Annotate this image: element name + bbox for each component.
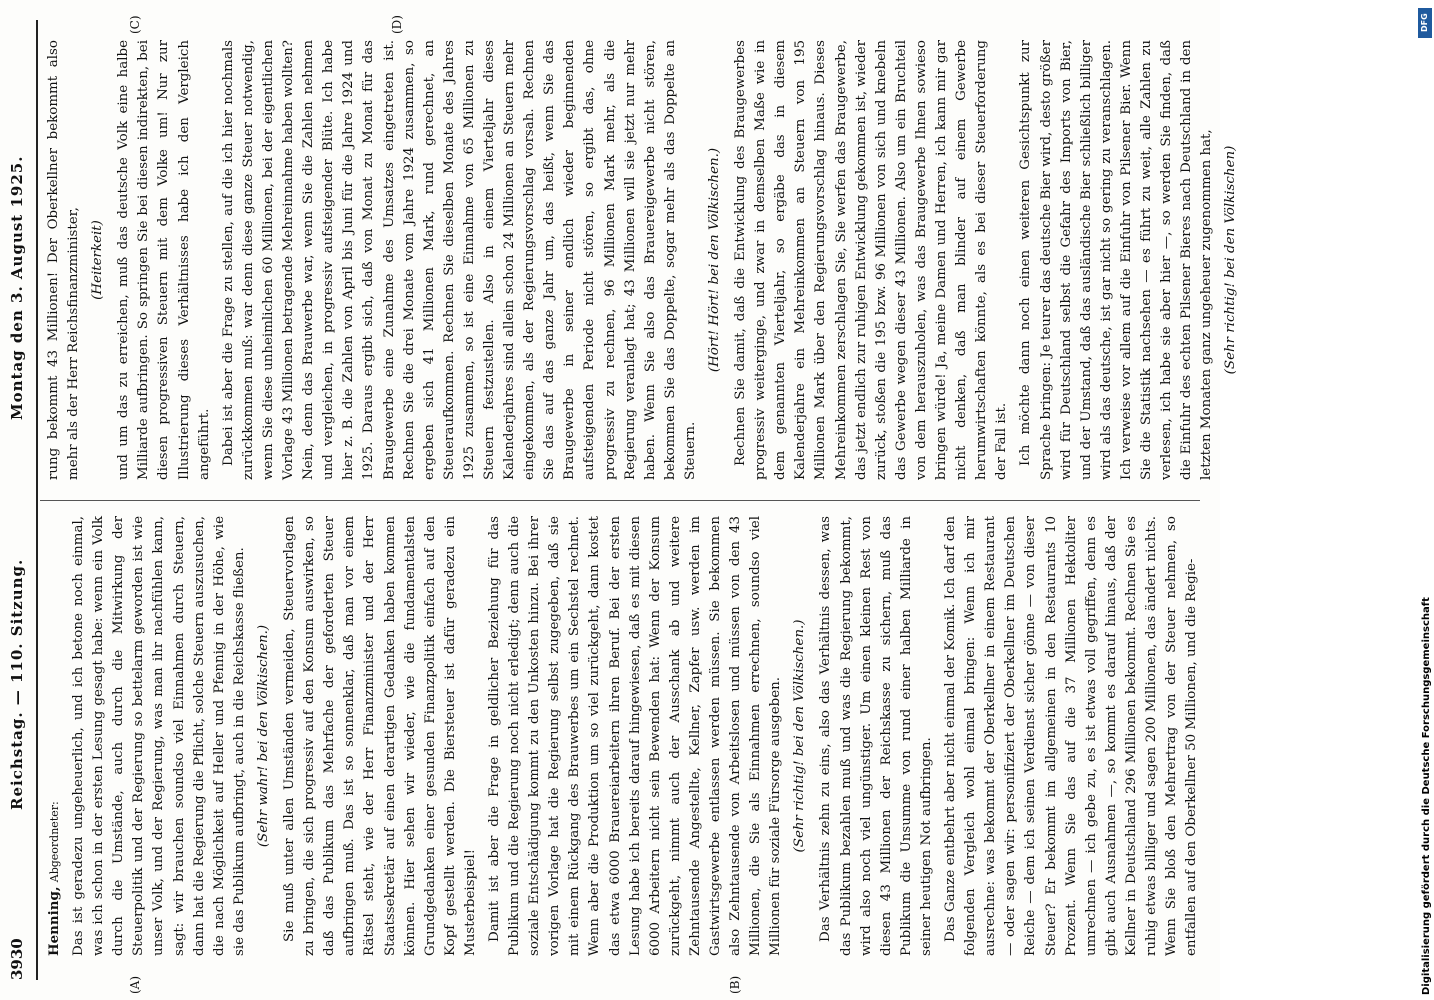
margin-marker-a: (A) xyxy=(128,975,142,994)
paragraph: und um das zu erreichen, muß das deutsche Volk eine halbe Milliarde aufbringen. So springen Sie bei diesen indirekten, bei diesen progressiven Steuern mit dem Volke um! Nur zur Illustrierung dieses Verhältnisses habe ich den Vergleich angeführt. xyxy=(116,40,212,480)
paragraph: rung bekommt 43 Millionen! Der Oberkellner bekommt also mehr als der Herr Reichsfinanzminister, xyxy=(46,40,82,480)
column-divider xyxy=(40,500,1200,501)
interjection: (Sehr wahr! bei den Völkischen.) xyxy=(255,624,271,848)
dfg-logo: DFG xyxy=(1418,8,1432,38)
speaker-name: Henning, xyxy=(46,886,62,956)
running-header xyxy=(8,20,34,980)
margin-marker-c: (C) xyxy=(128,15,142,34)
header-rule xyxy=(36,20,38,980)
margin-marker-b: (B) xyxy=(728,975,742,994)
session-title: Reichstag. — 110. Sitzung. xyxy=(8,558,26,810)
interjection: (Sehr richtig! bei den Völkischen.) xyxy=(792,619,808,853)
paragraph: Das ist geradezu ungeheuerlich, und ich betone noch einmal, was ich schon in der ersten Lesung gesagt habe: wenn ein Volk durch die Umstände, auch durch die Mitwirkung der Steuerpolitik und der Regierung so bettelarm geworden ist wie unser Volk, und der Regierung, was man ihr nachfühlen kann, sagt: wir brauchen soundso viel Einnahmen durch Steuern, dann hat die Regierung die Pflicht, solche Steuern auszusuchen, die nach Möglichkeit auf Heller und Pfennig in der Höhe, wie sie das Publikum aufbringt, auch in die Reichskasse fließen. xyxy=(71,516,247,956)
paragraph: Ich möchte dann noch einen weiteren Gesichtspunkt zur Sprache bringen: Je teurer das deutsche Bier wird, desto größer wird für Deutschland selbst die Gefahr des Imports von Bier, und der Umstand, daß das ausländische Bier schließlich billiger wird als das deutsche, ist gar nicht so gering zu veranschlagen. Ich verweise vor allem auf die Einfuhr von Pilsener Bier. Wenn Sie die Statistik nachsehen — es führt zu weit, alle Zahlen zu verlesen, ich habe sie aber hier —, so werden Sie finden, daß die Einfuhr des echten Pilsener Bieres nach Deutschland in den letzten Monaten ganz ungeheuer zugenommen hat, xyxy=(1018,40,1215,480)
speaker-role: Abgeordneter: xyxy=(48,801,61,883)
session-date: Montag den 3. August 1925. xyxy=(8,155,26,420)
speaker-line xyxy=(44,516,65,956)
interjection: (Heiterkeit) xyxy=(90,220,106,300)
paragraph: Das Ganze entbehrt aber nicht einmal der Komik. Ich darf den folgenden Vergleich wohl einmal bringen: Wenn ich mir ausrechne: was bekommt der Oberkellner in einem Restaurant — oder sagen wir: personifiziert der Oberkellner im Deutschen Reiche — dem ich seinen Verdienst sicher gönne — von dieser Steuer? Er bekommt im allgemeinen in den Restaurants 10 Prozent. Wenn Sie das auf die 37 Millionen Hektoliter umrechnen — ich gebe zu, es ist etwas voll gegriffen, denn es gibt auch Ausnahmen —, so kommt es darauf hinaus, daß der Kellner in Deutschland 296 Millionen bekommt. Rechnen Sie es ruhig etwas billiger und sagen 200 Millionen, das ändert nichts. Wenn Sie bloß den Mehrertrag von der Steuer nehmen, so entfallen auf den Oberkellner 50 Millionen, und die Regie- xyxy=(943,516,1200,956)
page-number: 3930 xyxy=(8,938,26,980)
paragraph: Dabei ist aber die Frage zu stellen, auf die ich hier nochmals zurückkommen muß: war denn diese ganze Steuer notwendig, wenn Sie diese unheimlichen 60 Millionen, bei der eigentlichen Vorlage 43 Millionen betragende Mehreinnahme haben wollten? Nein, denn das Brauwerbe war, wenn Sie die Zahlen nehmen und vergleichen, in progressiv aufsteigender Blüte. Ich habe hier z. B. die Zahlen von April bis Juni für die Jahre 1924 und 1925. Daraus ergibt sich, daß von Monat zu Monat für das Braugewerbe eine Zunahme des Umsatzes eingetreten ist. Rechnen Sie die drei Monate vom Jahre 1924 zusammen, so ergeben sich 41 Millionen Mark, rund gerechnet, an Steueraufkommen. Rechnen Sie dieselben Monate des Jahres 1925 zusammen, so ist eine Einnahme von 65 Millionen zu Steuern festzustellen. Also in einem Vierteljahr dieses Kalenderjahres sind allein schon 24 Millionen an Steuern mehr eingekommen, als der Regierungsvorschlag vorsah. Rechnen Sie das auf das ganze Jahr um, das heißt, wenn Sie das Braugewerbe in seiner endlich wieder beginnenden aufsteigenden Periode nicht stören, so ergibt das, ohne progressiv zu rechnen, 96 Millionen Mark mehr, als die Regierung veranlagt hat; 43 Millionen will sie jetzt nur mehr haben. Wenn Sie also das Brauereigewerbe nicht stören, bekommen Sie das Doppelte, sogar mehr als das Doppelte an Steuern. xyxy=(220,40,698,480)
left-column xyxy=(44,516,1214,956)
paragraph: Damit ist aber die Frage in geldlicher Beziehung für das Publikum und die Regierung noch nicht erledigt; denn auch die soziale Entschädigung kommt zu den Unkosten hinzu. Bei ihrer vorigen Vorlage hat die Regierung selbst zugegeben, daß sie mit einem Rückgang des Brauwerbes um ein Sechstel rechnet. Wenn aber die Produktion um so viel zurückgeht, dann kostet das etwa 6000 Brauereiarbeitern ihren Beruf. Bei der ersten Lesung habe ich bereits darauf hingewiesen, daß es mit diesen 6000 Arbeitern nicht sein Bewenden hat: Wenn der Konsum zurückgeht, nimmt auch der Ausschank ab und weitere Zehntausende Angestellte, Kellner, Zapfer usw. werden im Gastwirtsgewerbe entlassen werden müssen. Sie bekommen also Zehntausende von Arbeitslosen und müssen von den 43 Millionen, die Sie als Einnahmen errechnen, soundso viel Millionen für soziale Fürsorge ausgeben. xyxy=(486,516,784,956)
margin-marker-d: (D) xyxy=(390,15,404,34)
interjection: (Sehr richtig! bei den Völkischen) xyxy=(1223,145,1239,375)
digitization-note: Digitalisierung gefördert durch die Deutsche Forschungsgemeinschaft xyxy=(1421,597,1432,995)
paragraph: Sie muß unter allen Umständen vermeiden, Steuervorlagen zu bringen, die sich progressiv auf den Konsum auswirken, so daß das Publikum das Mehrfache der geforderten Steuer aufbringen muß. Das ist so sonnenklar, daß man vor einem Rätsel steht, wie der Herr Finanzminister und der Herr Staatssekretär auf einen derartigen Gedanken haben kommen können. Hier sehen wir wieder, wie die fundamentalsten Grundgedanken einer gesunden Finanzpolitik einfach auf den Kopf gestellt werden. Die Biersteuer ist dafür geradezu ein Musterbeispiel! xyxy=(282,516,478,956)
paragraph: Das Verhältnis zehn zu eins, also das Verhältnis dessen, was das Publikum bezahlen muß und was die Regierung bekommt, wird also noch viel ungünstiger. Um einen kleinen Rest von diesen 43 Millionen der Reichskasse zu sichern, muß das Publikum die Unsumme von rund einer halben Milliarde in seiner heutigen Not aufbringen. xyxy=(818,516,934,956)
paragraph: Rechnen Sie damit, daß die Entwicklung des Braugewerbes progressiv weiterginge, und zwar in demselben Maße wie in dem genannten Vierteljahr, so ergäbe das in diesem Kalenderjahre ein Mehreinkommen an Steuern von 195 Millionen Mark über den Regierungsvorschlag hinaus. Dieses Mehreinkommen zerschlagen Sie, Sie werfen das Braugewerbe, das jetzt endlich zur ruhigen Entwicklung gekommen ist, wieder zurück, stoßen die 195 bzw. 96 Millionen von sich und knebeln das Gewerbe wegen dieser 43 Millionen. Also um ein Bruchteil von dem herauszuholen, was das Braugewerbe Ihnen sowieso bringen würde! Ja, meine Damen und Herren, ich kann mir gar nicht denken, daß man blinder auf einem Gewerbe herumwirtschaften könnte, als es bei dieser Steuerforderung der Fall ist. xyxy=(733,40,1010,480)
right-column xyxy=(44,40,1239,480)
interjection: (Hört! Hört! bei den Völkischen.) xyxy=(707,147,722,373)
